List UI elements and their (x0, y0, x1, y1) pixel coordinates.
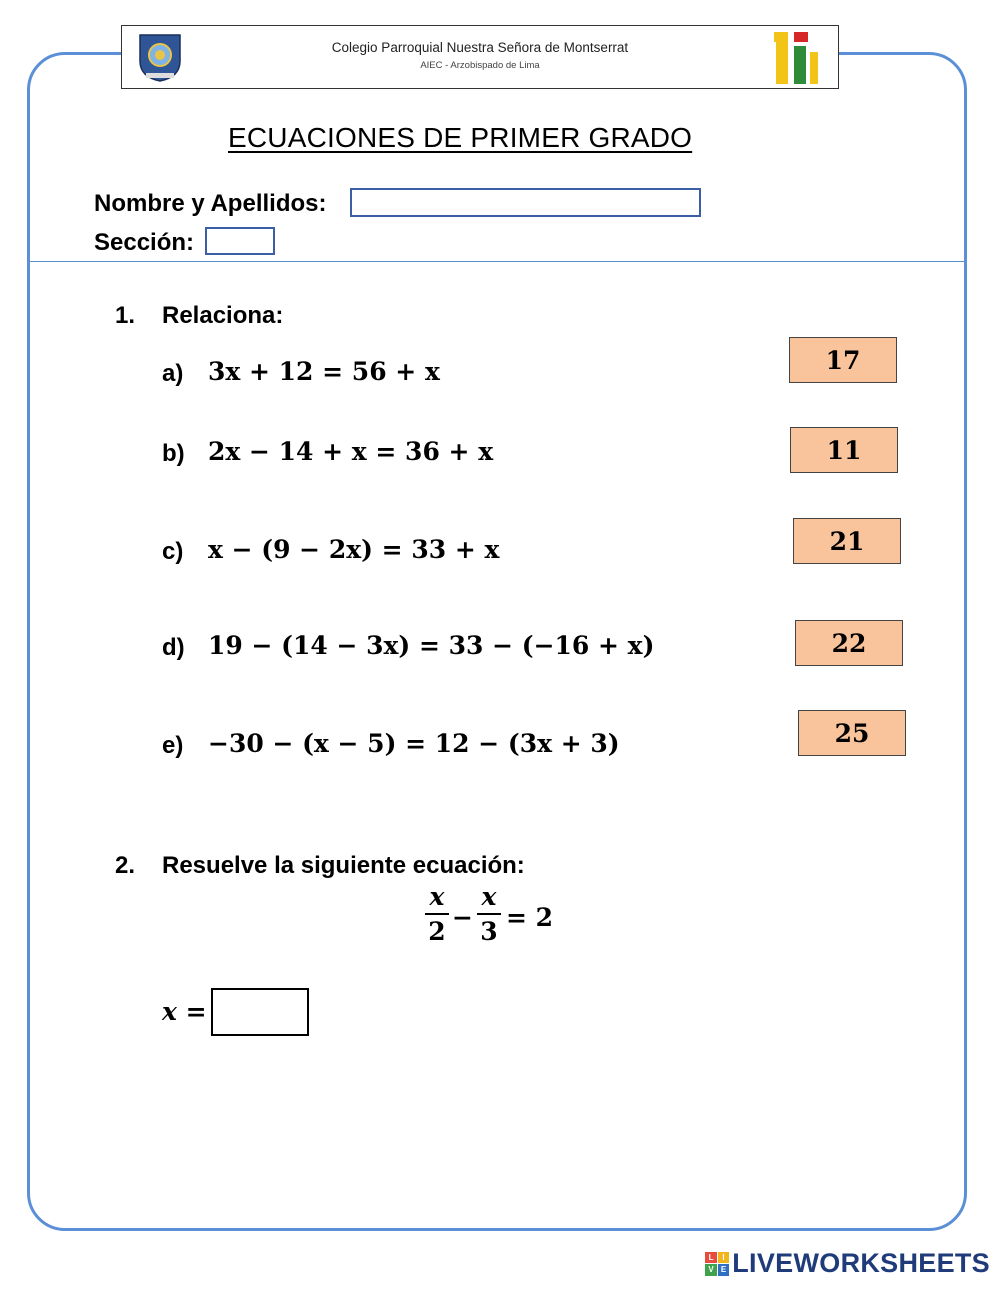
item-b-equation: 2x − 14 + x = 36 + x (208, 437, 494, 466)
x-answer-label: x = (162, 997, 207, 1026)
fraction-x-over-2 (425, 882, 449, 946)
section1-title: Relaciona: (162, 302, 284, 329)
item-c-equation: x − (9 − 2x) = 33 + x (208, 535, 500, 564)
section1-number: 1. (115, 302, 136, 329)
school-logo-icon (770, 26, 822, 88)
equation-rhs: = 2 (506, 903, 554, 932)
school-header (121, 25, 839, 89)
fraction2-denominator: 3 (480, 917, 498, 946)
logo-letter-e: E (718, 1264, 730, 1276)
school-subtitle: AIEC - Arzobispado de Lima (420, 60, 540, 71)
fraction2-numerator: x (481, 882, 497, 911)
x-answer-input[interactable] (211, 988, 309, 1036)
school-crest-icon (136, 31, 184, 83)
school-name: Colegio Parroquial Nuestra Señora de Montserrat (331, 40, 629, 55)
item-a-letter: a) (162, 360, 184, 387)
item-a-equation: 3x + 12 = 56 + x (208, 357, 440, 386)
answer-option-21[interactable]: 21 (793, 518, 901, 564)
divider (29, 261, 967, 262)
item-d-letter: d) (162, 634, 185, 661)
liveworksheets-brand: LIVEWORKSHEETS (732, 1248, 990, 1278)
answer-option-22[interactable]: 22 (795, 620, 903, 666)
section-label: Sección: (94, 229, 195, 256)
fraction1-numerator: x (429, 882, 445, 911)
item-d-equation: 19 − (14 − 3x) = 33 − (−16 + x) (208, 631, 655, 660)
item-b-letter: b) (162, 440, 185, 467)
section2-title: Resuelve la siguiente ecuación: (162, 852, 525, 879)
fraction1-denominator: 2 (428, 917, 446, 946)
page-title: ECUACIONES DE PRIMER GRADO (228, 122, 693, 153)
answer-option-17[interactable]: 17 (789, 337, 897, 383)
fraction2-bar (477, 913, 501, 915)
logo-letter-l: L (705, 1252, 717, 1264)
logo-letter-v: V (705, 1264, 717, 1276)
item-e-equation: −30 − (x − 5) = 12 − (3x + 3) (208, 729, 620, 758)
section-input[interactable] (205, 227, 275, 255)
item-c-letter: c) (162, 538, 184, 565)
name-input[interactable] (350, 188, 701, 217)
liveworksheets-footer (705, 1248, 990, 1279)
liveworksheets-logo-icon (705, 1252, 729, 1276)
item-e-letter: e) (162, 732, 184, 759)
minus-sign: − (452, 903, 473, 932)
fraction1-bar (425, 913, 449, 915)
section2-number: 2. (115, 852, 136, 879)
answer-option-11[interactable]: 11 (790, 427, 898, 473)
logo-letter-i: I (718, 1252, 730, 1264)
answer-option-25[interactable]: 25 (798, 710, 906, 756)
fraction-x-over-3 (477, 882, 501, 946)
name-label: Nombre y Apellidos: (94, 190, 327, 217)
